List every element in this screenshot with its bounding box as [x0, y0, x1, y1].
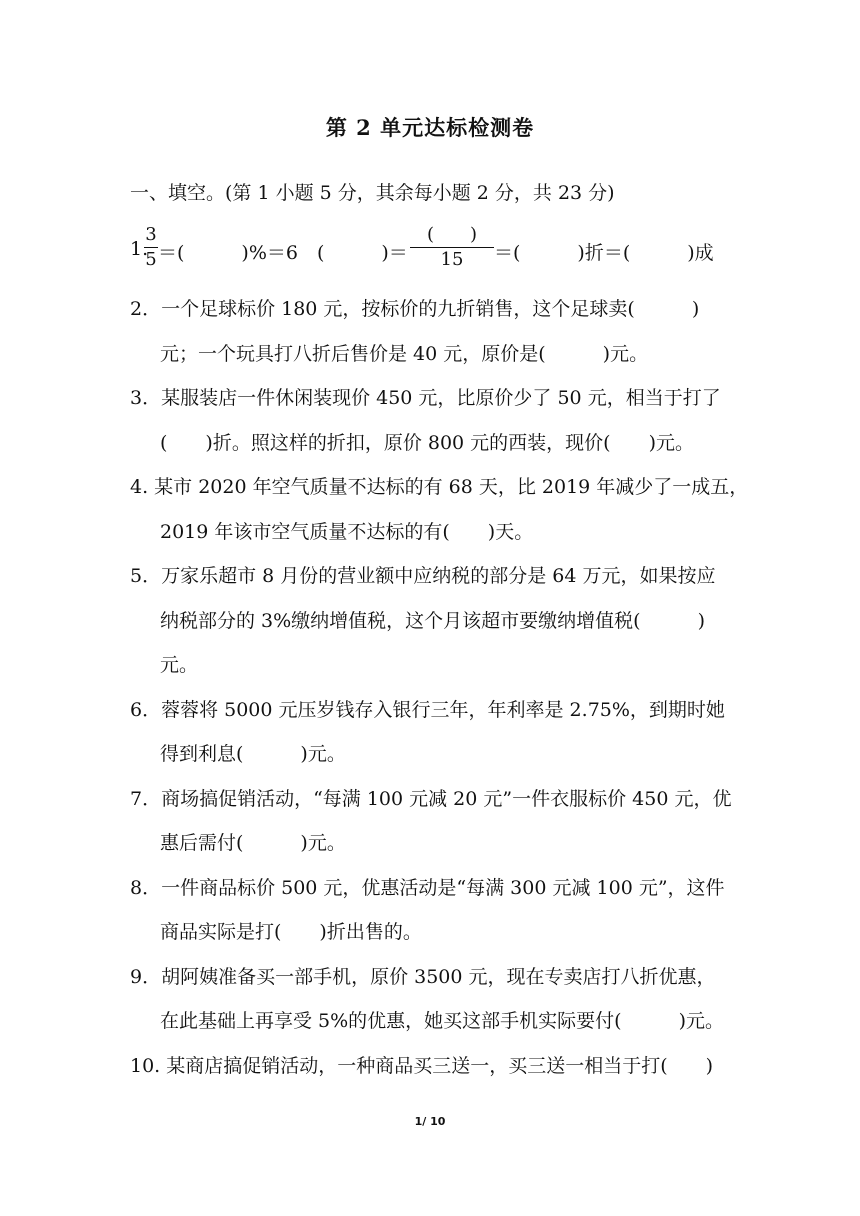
- question-text: 6．蓉蓉将 5000 元压岁钱存入银行三年，年利率是 2.75%，到期时她: [130, 699, 725, 721]
- question-text: 在此基础上再享受 5%的优惠，她买这部手机实际要付( )元。: [160, 1010, 725, 1032]
- question-text: 5．万家乐超市 8 月份的营业额中应纳税的部分是 64 万元，如果按应: [130, 565, 716, 587]
- fraction-numerator: ( ): [426, 224, 478, 245]
- question-text: 3．某服装店一件休闲装现价 450 元，比原价少了 50 元，相当于打了: [130, 387, 721, 409]
- fraction-bar: [144, 247, 158, 248]
- question-text: 得到利息( )元。: [160, 743, 346, 765]
- question-1-part-a: ＝( )%＝6 ( )＝: [158, 242, 408, 264]
- fraction-three-fifths: [144, 224, 158, 271]
- question-text: 2019 年该市空气质量不达标的有( )天。: [160, 521, 534, 543]
- question-text: 4. 某市 2020 年空气质量不达标的有 68 天，比 2019 年减少了一成五，: [130, 476, 749, 498]
- question-text: 纳税部分的 3%缴纳增值税，这个月该超市要缴纳增值税( ): [160, 610, 706, 632]
- question-text: 元；一个玩具打八折后售价是 40 元，原价是( )元。: [160, 343, 649, 365]
- question-text: 7．商场搞促销活动，“每满 100 元减 20 元”一件衣服标价 450 元，优: [130, 788, 732, 810]
- question-number: 1.: [130, 238, 149, 260]
- fraction-bar: [410, 247, 494, 248]
- question-text: 元。: [160, 654, 199, 676]
- fraction-blank-over-15: [410, 224, 494, 271]
- fraction-denominator: 5: [145, 249, 157, 270]
- question-text: 8．一件商品标价 500 元，优惠活动是“每满 300 元减 100 元”，这件: [130, 877, 725, 899]
- fraction-denominator: 15: [440, 249, 464, 270]
- question-text: 惠后需付( )元。: [160, 832, 346, 854]
- fraction-numerator: 3: [145, 224, 157, 245]
- page-title: 第 2 单元达标检测卷: [325, 115, 535, 140]
- page-number: 1/ 10: [414, 1115, 446, 1128]
- section-heading: 一、填空。(第 1 小题 5 分，其余每小题 2 分，共 23 分): [130, 182, 615, 204]
- question-text: 10. 某商店搞促销活动，一种商品买三送一，买三送一相当于打( ): [130, 1055, 714, 1077]
- question-1-part-b: ＝( )折＝( )成: [494, 242, 714, 264]
- question-text: 商品实际是打( )折出售的。: [160, 921, 422, 943]
- question-1: [130, 222, 750, 282]
- question-text: 2．一个足球标价 180 元，按标价的九折销售，这个足球卖( ): [130, 298, 700, 320]
- question-text: ( )折。照这样的折扣，原价 800 元的西装，现价( )元。: [160, 432, 694, 454]
- question-text: 9．胡阿姨准备买一部手机，原价 3500 元，现在专卖店打八折优惠，: [130, 966, 716, 988]
